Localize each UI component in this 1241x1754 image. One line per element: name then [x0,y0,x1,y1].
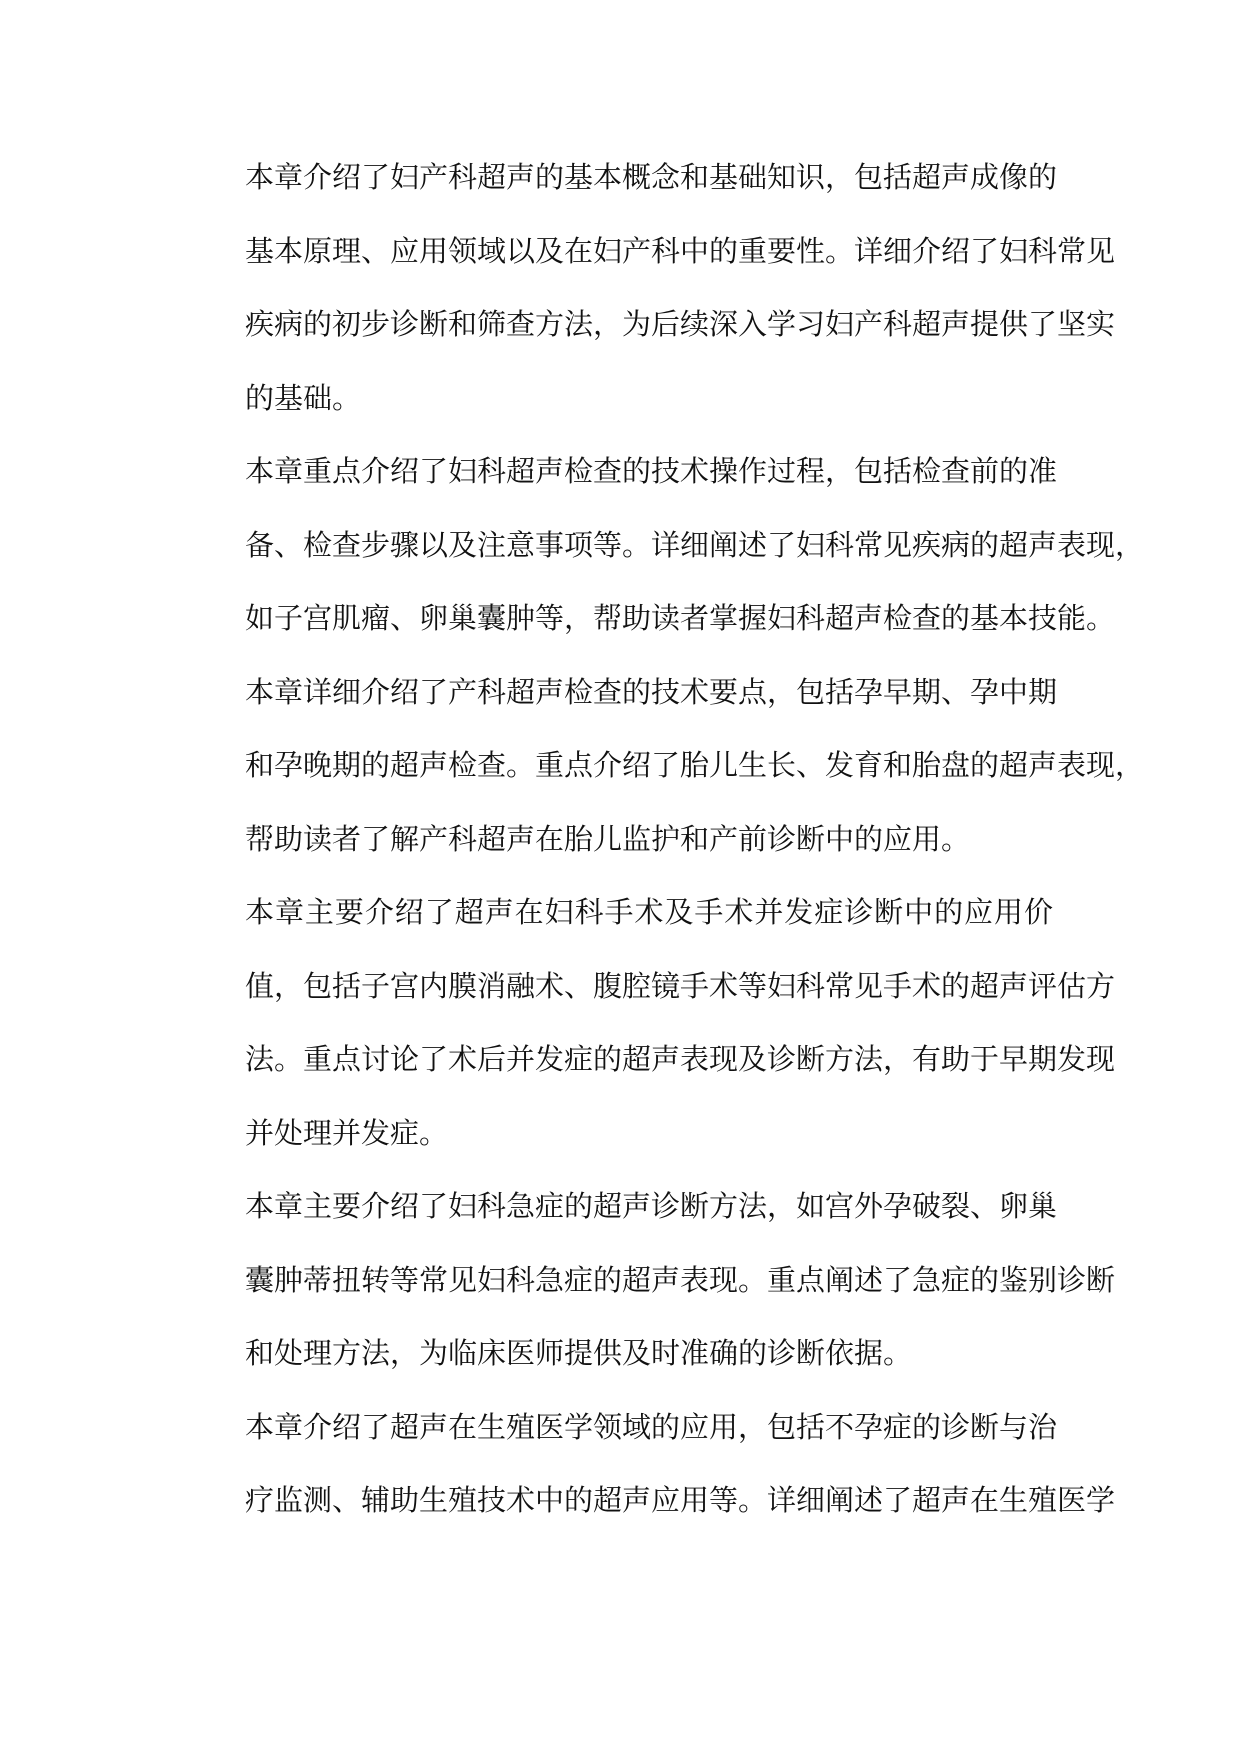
paragraph-5-line-1: 本章主要介绍了妇科急症的超声诊断方法，如宫外孕破裂、卵巢 [245,1189,1058,1223]
paragraph-6-line-2: 疗监测、辅助生殖技术中的超声应用等。详细阐述了超声在生殖医学 [245,1483,1116,1517]
paragraph-2-line-3: 如子宫肌瘤、卵巢囊肿等，帮助读者掌握妇科超声检查的基本技能。 [245,601,1116,635]
paragraph-4-line-3: 法。重点讨论了术后并发症的超声表现及诊断方法，有助于早期发现 [245,1042,1116,1076]
paragraph-6-line-1: 本章介绍了超声在生殖医学领域的应用，包括不孕症的诊断与治 [245,1409,1058,1444]
paragraph-1-line-2: 基本原理、应用领域以及在妇产科中的重要性。详细介绍了妇科常见 [245,233,1116,268]
paragraph-2-line-2: 备、检查步骤以及注意事项等。详细阐述了妇科常见疾病的超声表现， [245,527,1145,562]
paragraph-1-line-3: 疾病的初步诊断和筛查方法，为后续深入学习妇产科超声提供了坚实 [245,307,1116,341]
paragraph-3 [187,656,1145,877]
paragraph-5 [187,1170,1116,1391]
paragraph-5-line-2: 囊肿蒂扭转等常见妇科急症的超声表现。重点阐述了急症的鉴别诊断 [245,1262,1116,1297]
paragraph-2 [187,435,1145,656]
paragraph-3-line-2: 和孕晚期的超声检查。重点介绍了胎儿生长、发育和胎盘的超声表现， [245,748,1145,782]
paragraph-3-line-1: 本章详细介绍了产科超声检查的技术要点，包括孕早期、孕中期 [245,674,1058,709]
paragraph-4 [187,876,1116,1170]
paragraph-4-line-4: 并处理并发症。 [245,1115,449,1150]
paragraph-1 [187,141,1116,435]
paragraph-5-line-3: 和处理方法，为临床医师提供及时准确的诊断依据。 [245,1336,913,1370]
paragraph-6 [187,1391,1116,1538]
document-body [187,141,1145,1538]
paragraph-4-line-2: 值，包括子宫内膜消融术、腹腔镜手术等妇科常见手术的超声评估方 [245,968,1116,1003]
paragraph-4-line-1: 本章主要介绍了超声在妇科手术及手术并发症诊断中的应用价 [245,895,1053,929]
paragraph-3-line-3: 帮助读者了解产科超声在胎儿监护和产前诊断中的应用。 [245,821,971,856]
paragraph-2-line-1: 本章重点介绍了妇科超声检查的技术操作过程，包括检查前的准 [245,454,1058,488]
paragraph-1-line-1: 本章介绍了妇产科超声的基本概念和基础知识，包括超声成像的 [245,160,1058,194]
paragraph-1-line-4: 的基础。 [245,380,362,415]
